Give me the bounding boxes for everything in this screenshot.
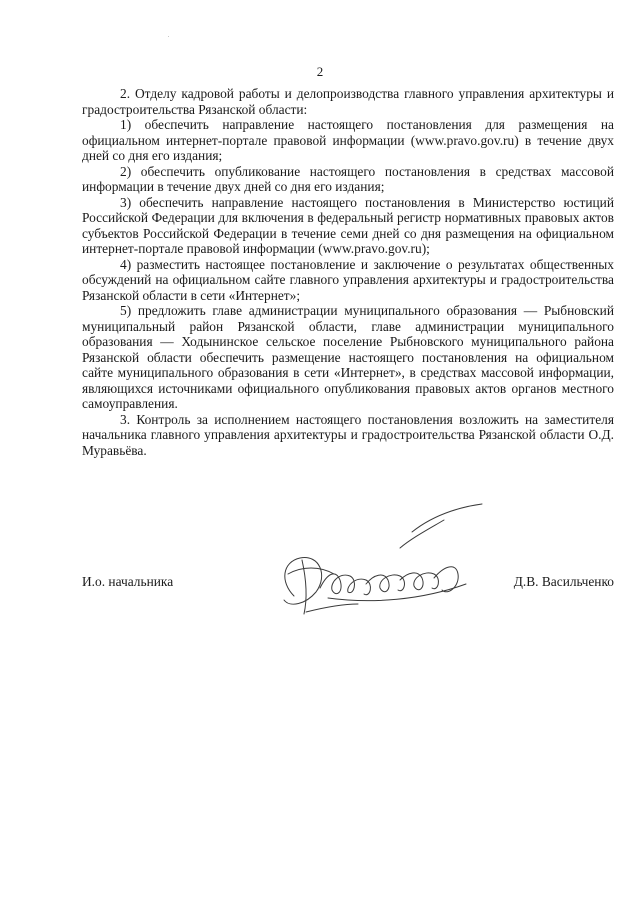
paragraph-subitem-4: 4) разместить настоящее постановление и заключение о результатах общественных обсуждений на официальном сайте главного управления архитектуры и градостроительства Рязанской области в сети «Интернет»; <box>82 256 614 303</box>
paragraph-subitem-5: 5) предложить главе администрации муниципального образования — Рыбновский муниципальный район Рязанской области, главе администрации муниципального образования — Ходынинское сельское поселение Рыбновского муниципального района Рязанской области обеспечить размещение настоящего постановления на официальном сайте муниципального образования в сети «Интернет», в средствах массовой информации, являющихся источниками официального опубликования правовых актов органов местного самоуправления. <box>82 303 614 411</box>
document-body <box>82 86 614 458</box>
paragraph-subitem-1: 1) обеспечить направление настоящего постановления для размещения на официальном интернет-портале правовой информации (www.pravo.gov.ru) в течение двух дней со дня его издания; <box>82 117 614 163</box>
scan-speck <box>168 36 169 37</box>
paragraph-subitem-2: 2) обеспечить опубликование настоящего постановления в средствах массовой информации в течение двух дней со дня его издания; <box>82 163 614 194</box>
paragraph-subitem-3: 3) обеспечить направление настоящего постановления в Министерство юстиций Российской Федерации для включения в федеральный регистр нормативных правовых актов субъектов Российской Федерации в течение семи дней со дня размещения на официальном интернет-портале правовой информации (www.pravo.gov.ru); <box>82 194 614 256</box>
page-number: 2 <box>316 64 324 79</box>
signatory-name: Д.В. Васильченко <box>513 574 614 589</box>
signatory-title: И.о. начальника <box>82 574 174 589</box>
paragraph-item-3: 3. Контроль за исполнением настоящего постановления возложить на заместителя начальника главного управления архитектуры и градостроительства Рязанской области О.Д. Муравьёва. <box>82 411 614 458</box>
handwritten-signature <box>262 500 492 625</box>
paragraph-item-2: 2. Отделу кадровой работы и делопроизводства главного управления архитектуры и градостроительства Рязанской области: <box>82 86 614 117</box>
